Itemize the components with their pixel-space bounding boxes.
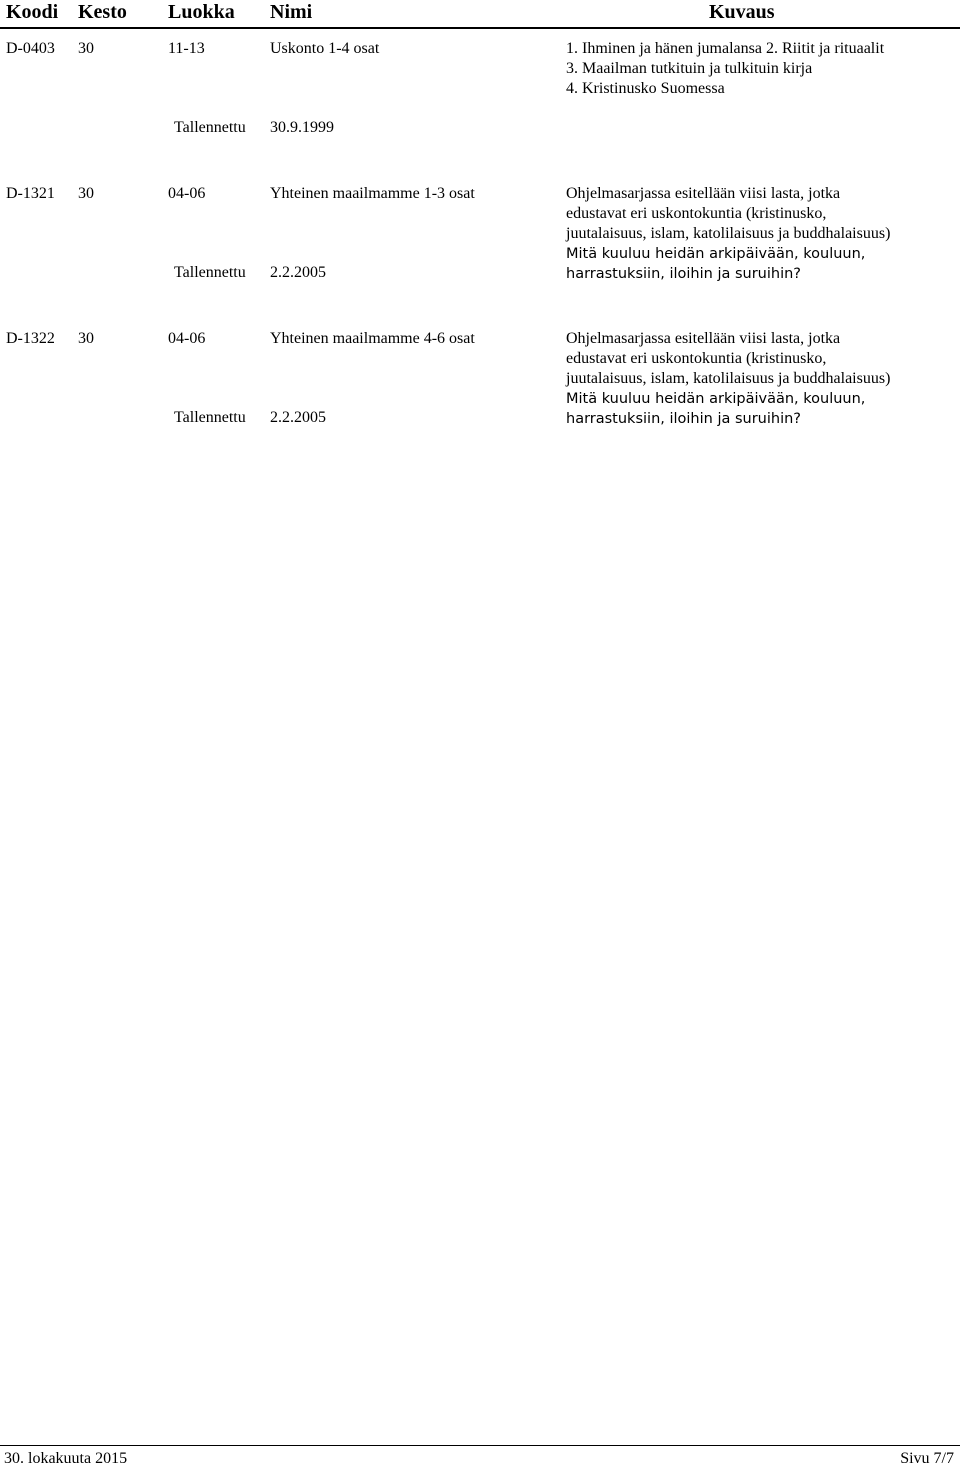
description-line: harrastuksiin, iloihin ja suruihin?: [566, 266, 802, 282]
header-rule: [0, 27, 960, 29]
header-name: Nimi: [270, 1, 313, 23]
record-code: D-1322: [6, 330, 55, 347]
record-code: D-1321: [6, 185, 55, 202]
saved-label: Tallennettu: [174, 264, 246, 281]
description-line: Mitä kuuluu heidän arkipäivään, kouluun,: [566, 391, 866, 407]
record-duration: 30: [78, 330, 94, 347]
record-description: [566, 184, 958, 284]
description-line: Ohjelmasarjassa esitellään viisi lasta, jotka: [566, 185, 841, 202]
table-header: [0, 0, 960, 28]
record-description: [566, 39, 958, 99]
description-line: edustavat eri uskontokuntia (kristinusko,: [566, 350, 827, 367]
record-grade: 04-06: [168, 185, 206, 202]
description-line: Mitä kuuluu heidän arkipäivään, kouluun,: [566, 246, 866, 262]
record-duration: 30: [78, 185, 94, 202]
record-name: Yhteinen maailmamme 1-3 osat: [270, 185, 475, 202]
record-name: Yhteinen maailmamme 4-6 osat: [270, 330, 475, 347]
record-description: [566, 329, 958, 429]
description-line: edustavat eri uskontokuntia (kristinusko,: [566, 205, 827, 222]
saved-label: Tallennettu: [174, 409, 246, 426]
footer-date: 30. lokakuuta 2015: [4, 1450, 128, 1467]
description-line: harrastuksiin, iloihin ja suruihin?: [566, 411, 802, 427]
saved-date: 2.2.2005: [270, 264, 326, 281]
description-line: 4. Kristinusko Suomessa: [566, 80, 725, 97]
header-description: Kuvaus: [709, 1, 775, 23]
record-name: Uskonto 1-4 osat: [270, 40, 380, 57]
description-line: Ohjelmasarjassa esitellään viisi lasta, jotka: [566, 330, 841, 347]
saved-date: 2.2.2005: [270, 409, 326, 426]
description-line: 1. Ihminen ja hänen jumalansa 2. Riitit ja rituaalit: [566, 40, 885, 57]
header-duration: Kesto: [78, 1, 127, 23]
record-grade: 11-13: [168, 40, 205, 57]
description-line: juutalaisuus, islam, katolilaisuus ja buddhalaisuus): [566, 225, 891, 242]
saved-date: 30.9.1999: [270, 119, 334, 136]
record-duration: 30: [78, 40, 94, 57]
record-grade: 04-06: [168, 330, 206, 347]
footer-page-number: Sivu 7/7: [900, 1450, 954, 1467]
record-code: D-0403: [6, 40, 55, 57]
description-line: 3. Maailman tutkituin ja tulkituin kirja: [566, 60, 813, 77]
description-line: juutalaisuus, islam, katolilaisuus ja buddhalaisuus): [566, 370, 891, 387]
footer-rule: [0, 1445, 960, 1446]
saved-label: Tallennettu: [174, 119, 246, 136]
header-code: Koodi: [6, 1, 59, 23]
header-grade: Luokka: [168, 1, 235, 23]
